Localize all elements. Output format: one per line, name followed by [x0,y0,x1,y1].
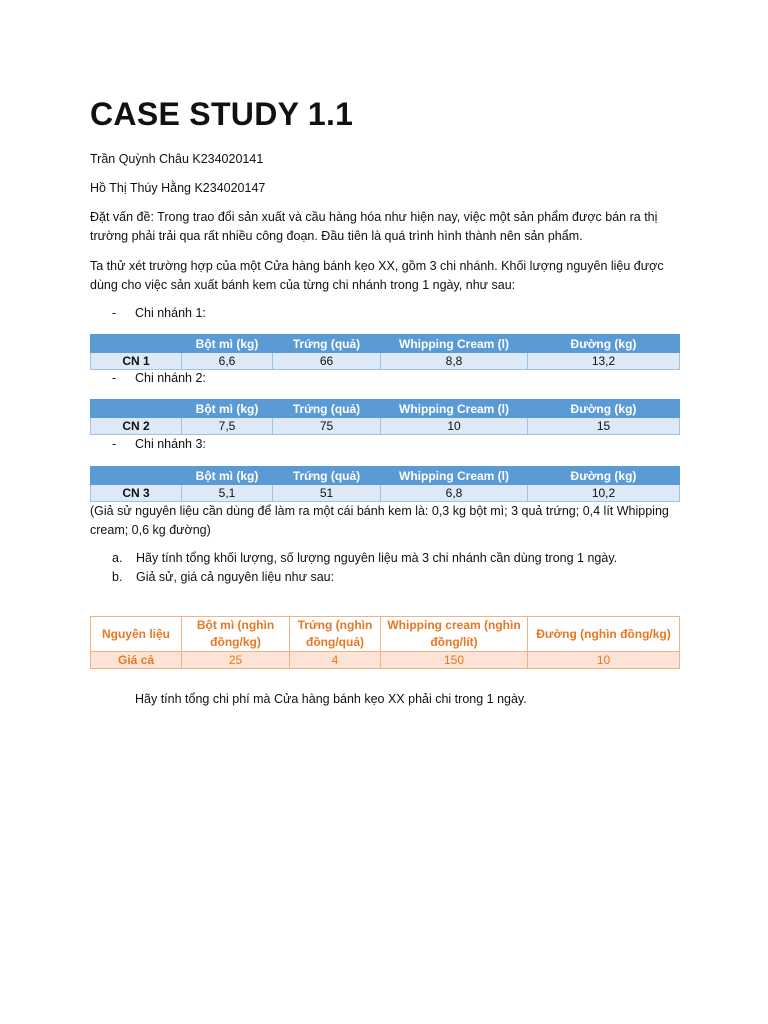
header-cell: Bột mì (kg) [182,335,273,353]
table-row [91,485,680,502]
row-label: CN 3 [91,485,182,502]
header-cell: Whipping Cream (l) [381,467,528,485]
table-cell: 150 [381,652,528,669]
question-a [112,549,617,568]
header-cell [91,335,182,353]
bullet-dash: - [112,306,117,320]
table-cell: 13,2 [528,353,680,370]
header-cell: Whipping Cream (l) [381,335,528,353]
branch-label: Chi nhánh 2: [135,371,206,385]
header-cell: Trứng (quả) [273,335,381,353]
header-cell: Nguyên liệu [91,617,182,652]
final-question: Hãy tính tổng chi phí mà Cửa hàng bánh kẹo XX phải chi trong 1 ngày. [135,692,527,706]
branch-table [90,399,680,435]
table-cell: 10 [528,652,680,669]
bullet-dash: - [112,371,117,385]
list-marker: b. [112,570,123,584]
table-row [91,353,680,370]
author-line: Hồ Thị Thúy Hằng K234020147 [90,181,266,195]
table-cell: 66 [273,353,381,370]
row-label: CN 1 [91,353,182,370]
table-header-row [91,467,680,485]
table-header-row [91,335,680,353]
table-cell: 51 [273,485,381,502]
question-b [112,568,334,587]
table-header-row [91,617,680,652]
header-cell: Bột mì (kg) [182,467,273,485]
branch-label: Chi nhánh 3: [135,437,206,451]
branch-bullet [112,435,206,454]
table-row [91,418,680,435]
list-marker: a. [112,551,123,565]
header-cell: Trứng (nghìn đồng/quả) [290,617,381,652]
branch-bullet [112,369,206,388]
header-cell: Đường (kg) [528,467,680,485]
header-cell: Đường (kg) [528,400,680,418]
header-cell: Bột mì (kg) [182,400,273,418]
branch-table [90,334,680,370]
table-cell: 25 [182,652,290,669]
header-cell [91,467,182,485]
row-label: Giá cả [91,652,182,669]
header-cell: Whipping Cream (l) [381,400,528,418]
table-cell: 15 [528,418,680,435]
table-cell: 7,5 [182,418,273,435]
assumption-note: (Giả sử nguyên liệu cần dùng để làm ra một cái bánh kem là: 0,3 kg bột mì; 3 quả trứng; 0,4 lít Whipping cream; 0,6 kg đường) [90,504,669,537]
table-cell: 8,8 [381,353,528,370]
row-label: CN 2 [91,418,182,435]
question-text: Hãy tính tổng khối lượng, số lượng nguyên liệu mà 3 chi nhánh cần dùng trong 1 ngày. [136,551,618,565]
table-cell: 6,8 [381,485,528,502]
bullet-dash: - [112,437,117,451]
table-cell: 5,1 [182,485,273,502]
question-text: Giả sử, giá cả nguyên liệu như sau: [136,570,335,584]
branch-bullet [112,304,206,323]
header-cell: Trứng (quả) [273,400,381,418]
document-title: CASE STUDY 1.1 [90,96,354,132]
header-cell: Đường (kg) [528,335,680,353]
table-cell: 4 [290,652,381,669]
header-cell [91,400,182,418]
table-cell: 75 [273,418,381,435]
problem-statement: Đặt vấn đề: Trong trao đổi sản xuất và cầu hàng hóa như hiện nay, việc một sản phẩm được bán ra thị trường phải trải qua rất nhiều công đoạn. Đầu tiên là quá trình hình thành nên sản phẩm. [90,210,658,243]
branch-label: Chi nhánh 1: [135,306,206,320]
table-cell: 10 [381,418,528,435]
table-row [91,652,680,669]
header-cell: Trứng (quả) [273,467,381,485]
table-cell: 6,6 [182,353,273,370]
author-line: Trần Quỳnh Châu K234020141 [90,152,264,166]
header-cell: Đường (nghìn đồng/kg) [528,617,680,652]
header-cell: Whipping cream (nghìn đồng/lít) [381,617,528,652]
branch-table [90,466,680,502]
price-table [90,616,680,669]
context-paragraph: Ta thử xét trường hợp của một Cửa hàng bánh kẹo XX, gồm 3 chi nhánh. Khối lượng nguyên liệu được dùng cho việc sản xuất bánh kem của từng chi nhánh trong 1 ngày, như sau: [90,259,664,292]
header-cell: Bột mì (nghìn đồng/kg) [182,617,290,652]
table-cell: 10,2 [528,485,680,502]
table-header-row [91,400,680,418]
